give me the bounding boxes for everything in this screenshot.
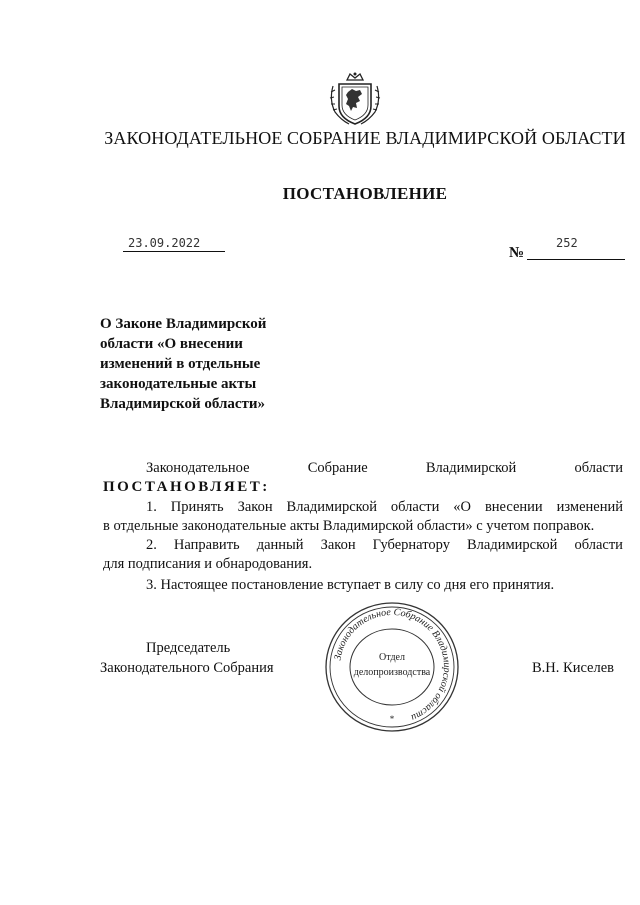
- official-stamp: [322, 600, 462, 735]
- stamp-star: *: [389, 714, 395, 724]
- word: Владимирской: [467, 537, 558, 553]
- intro-word: Собрание: [307, 460, 368, 476]
- paragraph-3: 3. Настоящее постановление вступает в силу со дня его принятия.: [146, 577, 555, 593]
- word: Принять: [170, 499, 224, 515]
- stamp-center-line-2: делопроизводства: [353, 667, 431, 678]
- document-date: 23.09.2022: [128, 236, 201, 250]
- decree-word: ПОСТАНОВЛЯЕТ:: [103, 479, 270, 495]
- word: Владимирской: [286, 499, 377, 515]
- intro-word: области: [574, 460, 623, 476]
- subject-line: Владимирской области»: [100, 396, 266, 412]
- organization-title: ЗАКОНОДАТЕЛЬНОЕ СОБРАНИЕ ВЛАДИМИРСКОЙ ОБЛАСТИ: [104, 128, 626, 148]
- subject-line: области «О внесении: [100, 336, 243, 352]
- paragraph-1-line-2: в отдельные законодательные акты Владимирской области» с учетом поправок.: [103, 518, 595, 534]
- word: Направить: [173, 537, 240, 553]
- document-type-heading: ПОСТАНОВЛЕНИЕ: [282, 184, 448, 203]
- signer-title-line-2: Законодательного Собрания: [100, 660, 274, 676]
- word: Закон: [320, 537, 356, 553]
- word: области: [390, 499, 440, 515]
- intro-word: Законодательное: [146, 460, 250, 476]
- intro-word: Владимирской: [425, 460, 517, 476]
- word: данный: [256, 537, 304, 553]
- word: «О: [453, 499, 472, 515]
- paragraph-2-line-2: для подписания и обнародования.: [103, 556, 313, 572]
- word: Губернатору: [372, 537, 450, 553]
- coat-of-arms-icon: [327, 70, 383, 126]
- word: изменений: [556, 499, 623, 515]
- stamp-ring-text: Законодательное Собрание Владимирской области: [332, 606, 453, 723]
- word: 1.: [146, 499, 157, 515]
- paragraph-2-line-1: [146, 535, 623, 556]
- subject-line: О Законе Владимирской: [100, 316, 267, 332]
- word: внесении: [484, 499, 543, 515]
- word: Закон: [237, 499, 273, 515]
- date-underline: [123, 251, 225, 252]
- document-number: 252: [556, 236, 578, 250]
- intro-line: [146, 458, 623, 479]
- stamp-center-line-1: Отдел: [379, 652, 405, 663]
- number-underline: [527, 259, 625, 260]
- subject-line: изменений в отдельные: [100, 356, 261, 372]
- word: 2.: [146, 537, 157, 553]
- signer-name: В.Н. Киселев: [532, 660, 615, 676]
- word: области: [574, 537, 623, 553]
- subject-line: законодательные акты: [100, 376, 257, 392]
- number-sign: №: [509, 245, 525, 261]
- signer-title-line-1: Председатель: [146, 640, 231, 656]
- document-subject: [100, 314, 290, 414]
- paragraph-1-line-1: [146, 497, 623, 518]
